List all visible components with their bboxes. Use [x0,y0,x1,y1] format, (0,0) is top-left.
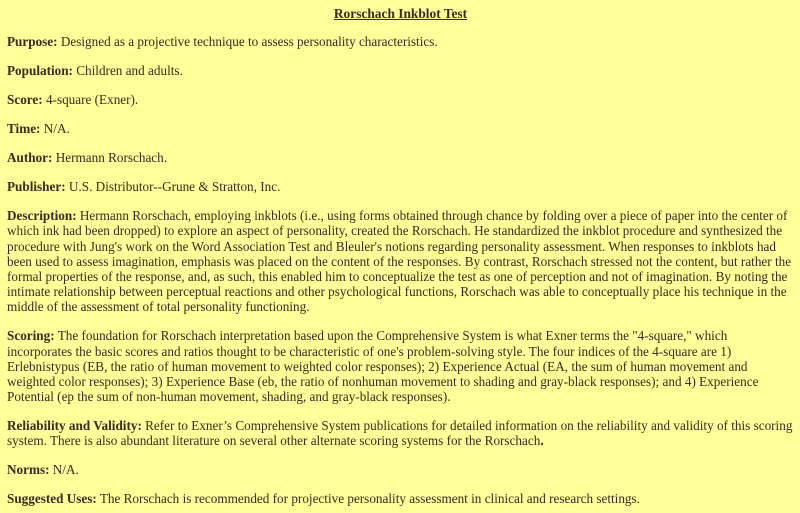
purpose-text: Designed as a projective technique to assess personality characteristics. [60,34,438,50]
time-label: Time: [7,121,41,137]
reliability-validity-entry [7,418,794,448]
purpose-entry [7,34,794,49]
author-label: Author: [7,150,53,166]
description-entry [7,208,794,314]
scoring-text: The foundation for Rorschach interpretation based upon the Comprehensive System is what Exner terms the "4-square," which incorporates the basic scores and ratios thought to be characteristic of one's problem-solving style. The four indices of the 4-square are 1) Erlebnistypus (EB, the ratio of human movement to weighted color responses); 2) Experience Actual (EA, the sum of human movement and weighted color responses); 3) Experience Base (eb, the ratio of nonhuman movement to shading and gray-black responses); and 4) Experience Potential (ep the sum of non-human movement, shading, and gray-black responses). [7,328,759,405]
reliability-validity-text: Refer to Exner’s Comprehensive System publications for detailed information on the reliability and validity of this scoring system. There is also abundant literature on several other alternate scoring systems for the Rorschach [7,418,793,449]
population-entry [7,63,794,78]
norms-label: Norms: [7,462,50,478]
norms-text: N/A. [52,462,79,478]
author-text: Hermann Rorschach. [55,150,168,166]
scoring-entry [7,328,794,404]
population-text: Children and adults. [76,63,183,79]
publisher-text: U.S. Distributor--Grune & Stratton, Inc. [68,179,281,195]
publisher-entry [7,179,794,194]
suggested-uses-label: Suggested Uses: [7,491,97,507]
publisher-label: Publisher: [7,179,66,195]
suggested-uses-entry [7,491,794,506]
time-entry [7,121,794,136]
reliability-validity-label: Reliability and Validity: [7,418,142,434]
score-text: 4-square (Exner). [45,92,139,108]
population-label: Population: [7,63,73,79]
description-label: Description: [7,208,77,224]
score-label: Score: [7,92,43,108]
reliability-validity-trailing-period: . [540,433,544,449]
norms-entry [7,462,794,477]
scoring-label: Scoring: [7,328,55,344]
purpose-label: Purpose: [7,34,58,50]
suggested-uses-text: The Rorschach is recommended for projective personality assessment in clinical and research settings. [99,491,640,507]
author-entry [7,150,794,165]
description-text: Hermann Rorschach, employing inkblots (i.e., using forms obtained through chance by folding over a piece of paper into the center of which ink had been dropped) to explore an aspect of personality, created the Rorschach. He standardized the inkblot procedure and synthesized the procedure with Jung's work on the Word Association Test and Bleuler's notions regarding personality assessment. When responses to inkblots had been used to assess imagination, emphasis was placed on the content of the responses. By contrast, Rorschach stressed not the content, but rather the formal properties of the response, and, as such, this enabled him to conceptualize the test as one of perception and not of imagination. By noting the intimate relationship between perceptual reactions and other psychological functions, Rorschach was able to conceptually place his technique in the middle of the assessment of total personality functioning. [7,208,792,315]
time-text: N/A. [43,121,70,137]
document-title: Rorschach Inkblot Test [333,6,468,21]
score-entry [7,92,794,107]
